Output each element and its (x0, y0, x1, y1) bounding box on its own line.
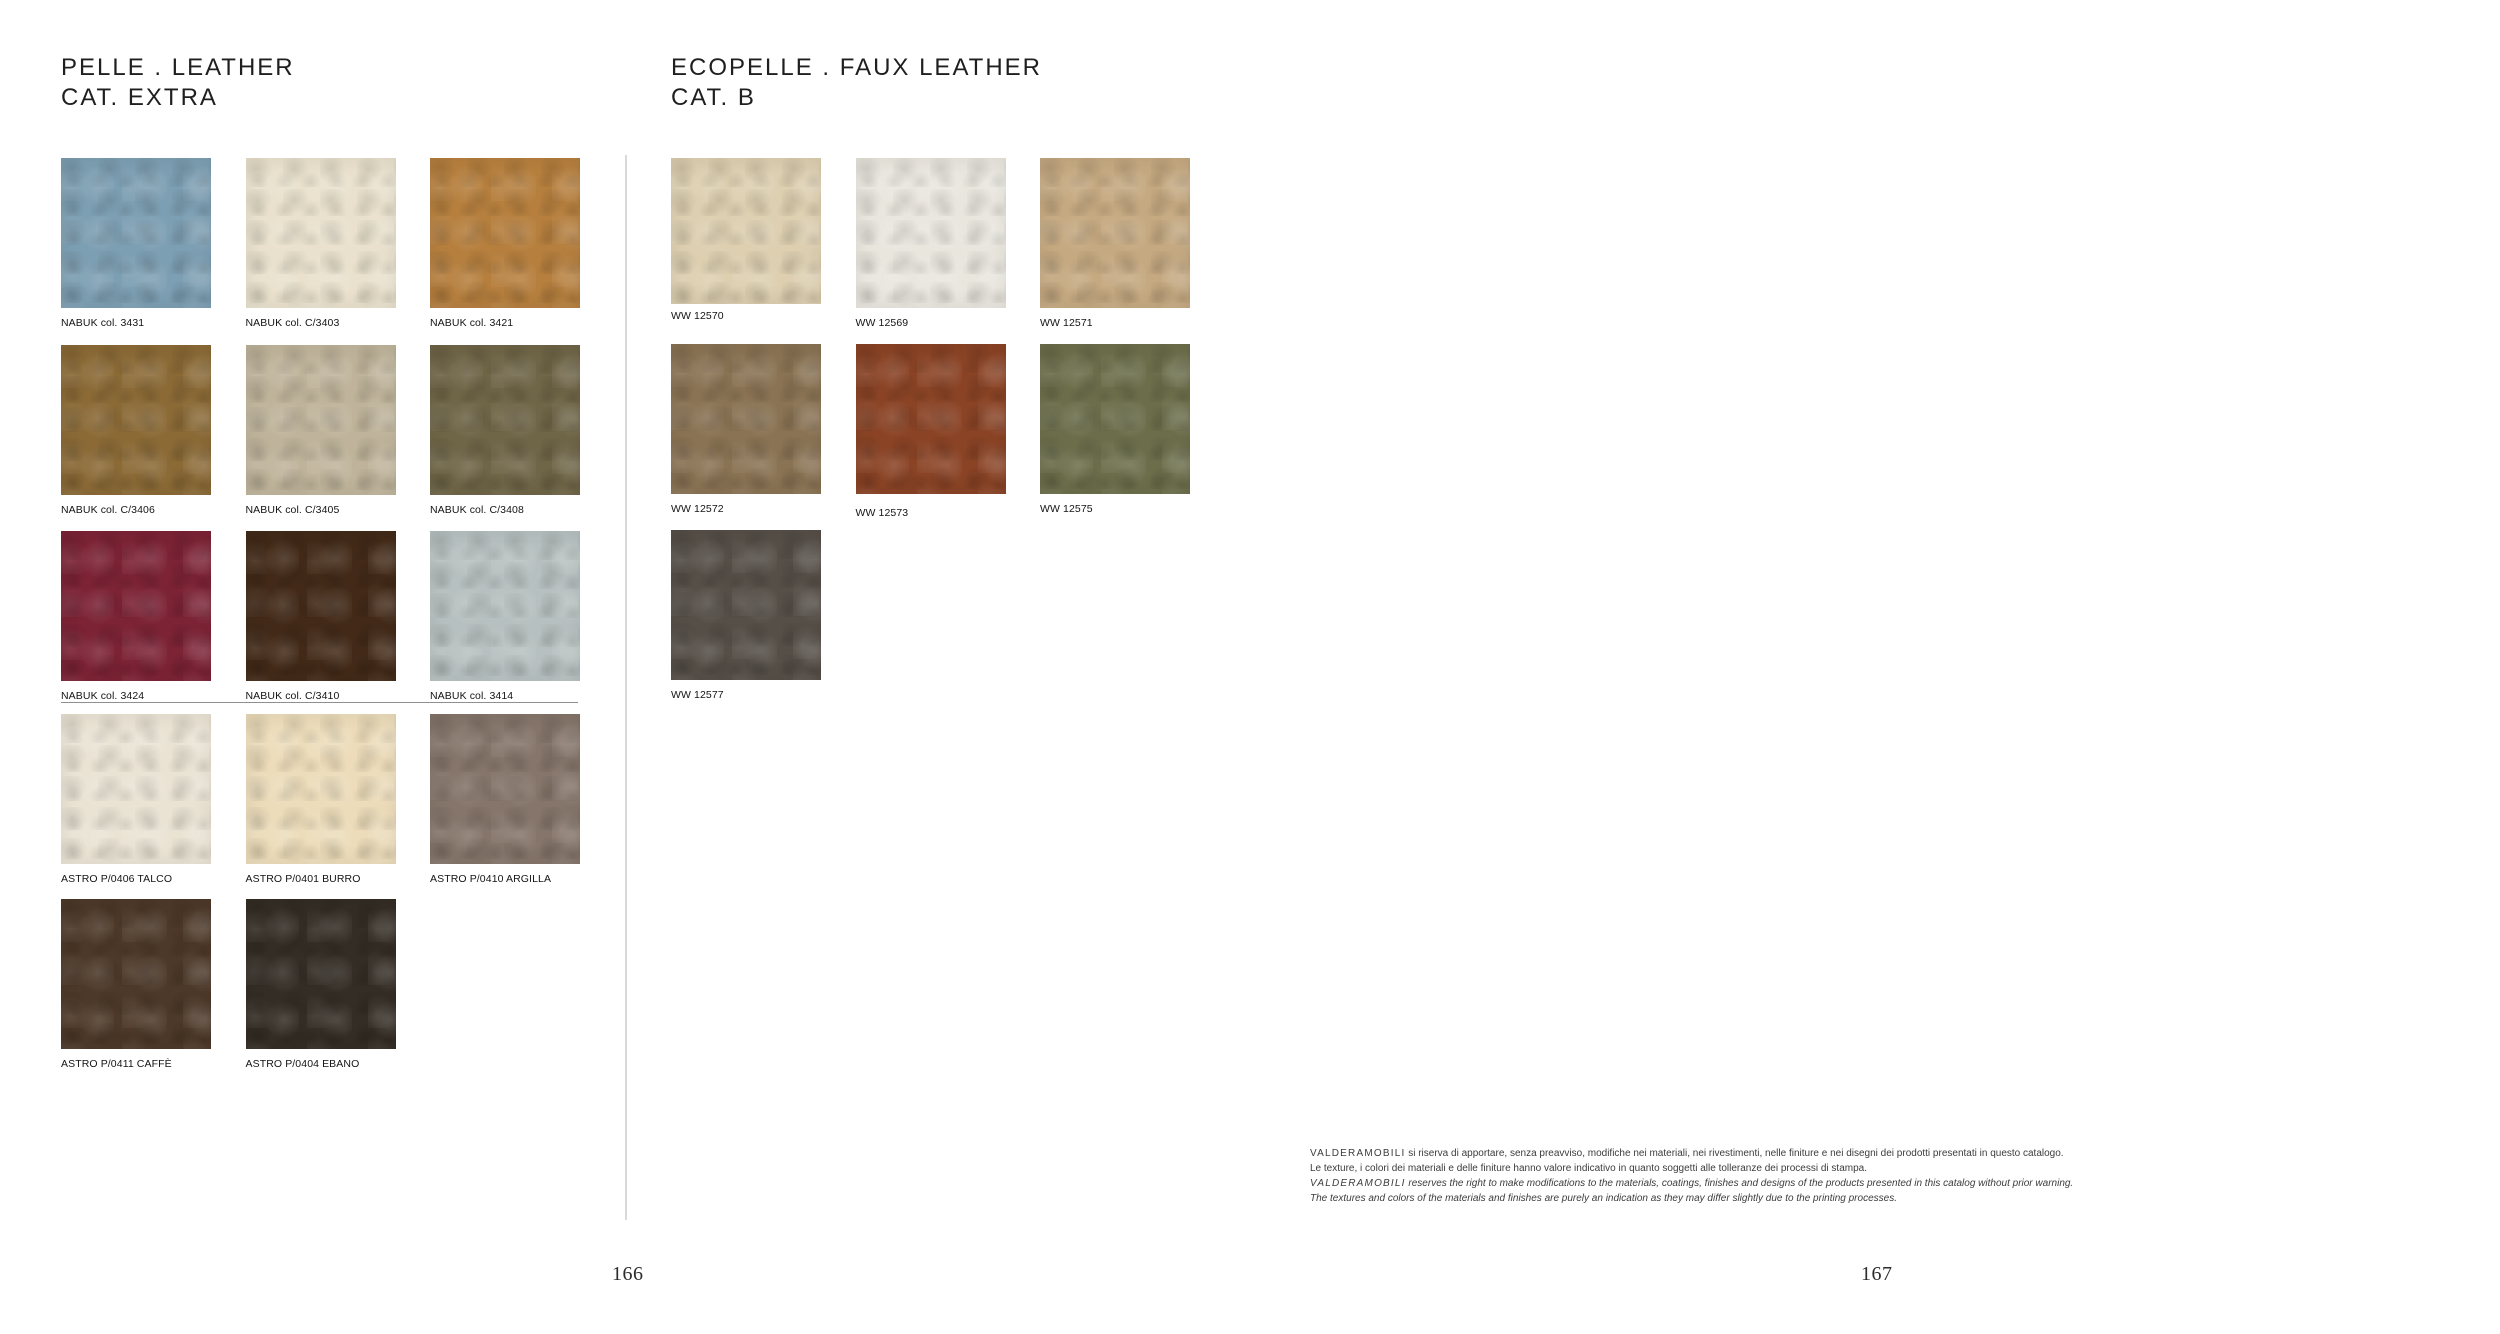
page-number-right: 167 (1861, 1263, 1893, 1285)
swatch-nabuk-col-c-3405 (246, 345, 396, 495)
swatch-cell (430, 158, 580, 345)
swatch-label: NABUK col. 3421 (430, 317, 514, 329)
swatch-nabuk-col-3421 (430, 158, 580, 308)
swatch-ww-12571 (1040, 158, 1190, 308)
swatch-label: NABUK col. 3431 (61, 317, 145, 329)
section-title-faux-leather (671, 53, 1042, 113)
section-title-faux-line1: ECOPELLE . FAUX LEATHER (671, 54, 1042, 81)
disclaimer-text: The textures and colors of the materials and finishes are purely an indication as they may differ slightly due to the printing processes. (1310, 1193, 1897, 1204)
disclaimer-text: Le texture, i colori dei materiali e delle finiture hanno valore indicativo in quanto soggetti alle tolleranze dei processi di stampa. (1310, 1163, 1867, 1174)
swatch-label: NABUK col. C/3403 (245, 317, 340, 329)
swatch-label: NABUK col. 3414 (430, 690, 514, 702)
swatch-cell (671, 158, 821, 344)
swatch-grid-faux-leather (671, 158, 1190, 716)
swatch-cell (856, 158, 1006, 344)
disclaimer-line-2 (1310, 1161, 2073, 1176)
disclaimer-text: si riserva di apportare, senza preavviso, modifiche nei materiali, nei rivestimenti, nelle finiture e nei disegni dei prodotti presentati in questo catalogo. (1405, 1148, 2064, 1159)
nabuk-astro-divider-line (61, 702, 578, 703)
swatch-cell (671, 530, 821, 716)
swatch-astro-p-0404-ebano (246, 899, 396, 1049)
swatch-label: WW 12575 (1040, 503, 1093, 515)
swatch-label: WW 12577 (671, 689, 724, 701)
swatch-label: ASTRO P/0411 CAFFÈ (61, 1058, 172, 1070)
disclaimer-text: reserves the right to make modifications to the materials, coatings, finishes and designs of the products presented in this catalog without prior warning. (1405, 1178, 2074, 1189)
swatch-cell (246, 714, 396, 899)
swatch-ww-12570 (671, 158, 821, 304)
disclaimer-line-4 (1310, 1191, 2073, 1206)
swatch-nabuk-col-c-3408 (430, 345, 580, 495)
swatch-nabuk-col-c-3410 (246, 531, 396, 681)
section-title-leather-line1: PELLE . LEATHER (61, 54, 295, 81)
swatch-astro-p-0410-argilla (430, 714, 580, 864)
swatch-label: WW 12571 (1040, 317, 1093, 329)
swatch-astro-p-0406-talco (61, 714, 211, 864)
swatch-cell (430, 345, 580, 532)
swatch-label: NABUK col. C/3408 (430, 503, 524, 516)
swatch-label: WW 12570 (671, 310, 724, 322)
swatch-cell (61, 345, 211, 532)
swatch-astro-p-0401-burro (246, 714, 396, 864)
swatch-cell (61, 714, 211, 899)
page-number-left: 166 (612, 1263, 644, 1285)
swatch-cell (61, 531, 211, 718)
swatch-label: ASTRO P/0406 TALCO (61, 873, 173, 885)
swatch-nabuk-col-3424 (61, 531, 211, 681)
swatch-label: NABUK col. 3424 (61, 690, 145, 702)
section-title-faux-line2: CAT. B (671, 84, 756, 111)
brand-name: VALDERAMOBILI (1310, 1148, 1406, 1159)
swatch-label: ASTRO P/0410 ARGILLA (430, 873, 552, 885)
swatch-label: ASTRO P/0404 EBANO (245, 1058, 360, 1070)
swatch-cell (671, 344, 821, 530)
swatch-cell (1040, 158, 1190, 344)
swatch-ww-12569 (856, 158, 1006, 308)
swatch-cell (246, 899, 396, 1084)
disclaimer-line-3 (1310, 1176, 2073, 1191)
swatch-cell (61, 158, 211, 345)
swatch-label: NABUK col. C/3406 (61, 503, 155, 516)
swatch-cell (246, 345, 396, 532)
swatch-label: ASTRO P/0401 BURRO (245, 873, 361, 885)
swatch-label: WW 12573 (855, 507, 909, 519)
swatch-cell (856, 344, 1006, 530)
swatch-cell (246, 531, 396, 718)
disclaimer-line-1 (1310, 1146, 2073, 1161)
swatch-label: WW 12569 (855, 317, 909, 329)
swatch-nabuk-col-c-3406 (61, 345, 211, 495)
swatch-nabuk-col-c-3403 (246, 158, 396, 308)
swatch-grid-astro (61, 714, 580, 1084)
swatch-label: WW 12572 (671, 503, 724, 515)
section-title-leather (61, 53, 295, 113)
swatch-ww-12572 (671, 344, 821, 494)
section-divider-line (625, 155, 627, 1220)
swatch-grid-nabuk (61, 158, 580, 718)
swatch-nabuk-col-3431 (61, 158, 211, 308)
swatch-cell (430, 531, 580, 718)
swatch-ww-12577 (671, 530, 821, 680)
disclaimer-notice (1310, 1146, 2073, 1206)
swatch-ww-12573 (856, 344, 1006, 494)
swatch-cell (61, 899, 211, 1084)
brand-name: VALDERAMOBILI (1310, 1178, 1406, 1189)
swatch-cell (1040, 344, 1190, 530)
swatch-label: NABUK col. C/3405 (245, 503, 340, 516)
swatch-cell (246, 158, 396, 345)
swatch-cell (430, 714, 580, 899)
swatch-label: NABUK col. C/3410 (245, 690, 340, 702)
swatch-nabuk-col-3414 (430, 531, 580, 681)
swatch-ww-12575 (1040, 344, 1190, 494)
swatch-astro-p-0411-caff (61, 899, 211, 1049)
section-title-leather-line2: CAT. EXTRA (61, 84, 218, 111)
